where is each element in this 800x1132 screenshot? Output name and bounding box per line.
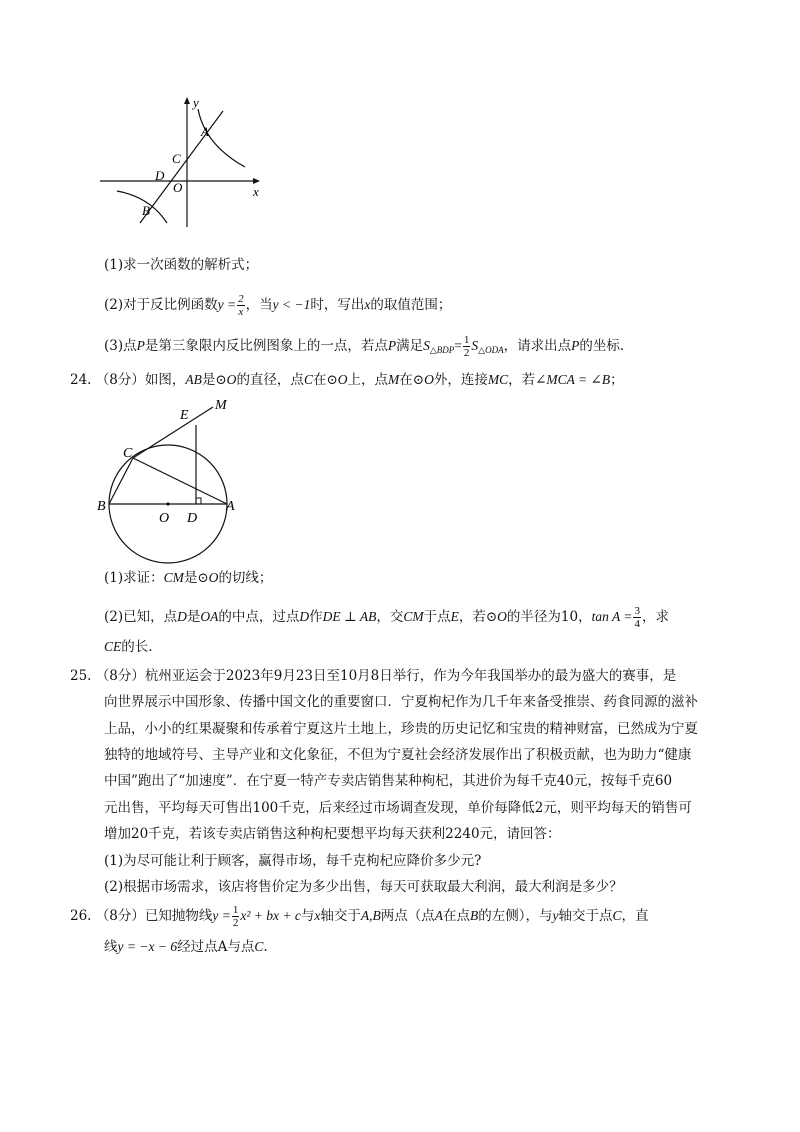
q23-p3-c: 满足	[396, 338, 424, 354]
segment-BC	[109, 458, 133, 504]
q26-number: 26.	[70, 908, 92, 924]
q26-e: 在点	[442, 908, 470, 924]
q25-line1	[70, 666, 676, 686]
q24-d: 在	[312, 372, 327, 388]
q26-l2-C: C	[254, 939, 264, 954]
q23-p2-text-a: (2)对于反比例函数	[104, 297, 218, 313]
q24-p2-d: 作	[309, 609, 323, 625]
q24-p1-CM: CM	[163, 570, 184, 585]
q23-part2	[104, 293, 451, 318]
q24-p2-tan-frac	[633, 605, 641, 630]
q25-line5	[104, 771, 672, 791]
q24-AB: AB	[185, 372, 202, 387]
q24-p2-D2: D	[299, 609, 310, 624]
y-axis-arrow	[184, 97, 190, 104]
q23-p3-S2: S	[471, 338, 479, 353]
q23-p3-P3: P	[571, 338, 580, 353]
function-graph-figure	[95, 95, 270, 230]
q26-half-num: 1	[232, 904, 239, 916]
q24-score: （8分）	[95, 372, 145, 388]
q24-p2-perp: DE ⊥ AB	[322, 609, 377, 624]
fig2-label-D: D	[187, 511, 198, 526]
q24-p1-b: 是	[183, 570, 198, 586]
q25-text-6: 元出售，平均每天可售出100千克，后来经过市场调查发现，单价每降低2元，则平均每天的销售可	[104, 800, 692, 816]
q23-p3-e: 的坐标.	[579, 338, 625, 354]
q26-half	[232, 904, 240, 929]
q26-l2-c: .	[263, 939, 268, 955]
q25-text-5: 中国”跑出了“加速度”．在宁夏一特产专卖店销售某种枸杞，其进价为每千克40元，按每千克60	[104, 773, 673, 789]
q24-circle: ⊙O	[215, 372, 237, 387]
q23-p2-eq: y =	[217, 297, 237, 312]
q24-b: 是	[201, 372, 216, 388]
q24-g: 外，连接	[433, 372, 488, 388]
q24-circle3: ⊙O	[412, 372, 434, 387]
q26-A: A	[434, 908, 443, 923]
label-O: O	[173, 180, 183, 195]
q23-p3-P: P	[136, 338, 145, 353]
q24-p2-j: 的长.	[121, 639, 153, 655]
label-y: y	[193, 95, 199, 110]
q26-l2-a: 线	[104, 939, 118, 955]
q26-C: C	[612, 908, 622, 923]
frac-num: 2	[238, 293, 244, 305]
label-x: x	[253, 184, 259, 199]
q23-p2-cond: y < −1	[272, 297, 311, 312]
q24-p2-circle: ⊙O	[485, 609, 507, 624]
q24-MC: MC	[487, 372, 509, 387]
q24-c: 的直径，点	[236, 372, 304, 388]
q24-p1-circle: ⊙O	[197, 570, 219, 585]
q24-part2-cont	[104, 637, 153, 657]
fig2-label-O: O	[159, 511, 170, 526]
half-den: 2	[463, 347, 470, 359]
q25-line2	[104, 692, 698, 712]
q26-eq-lhs: y =	[212, 908, 231, 923]
q24-p2-CM: CM	[403, 609, 424, 624]
q23-p3-half	[463, 334, 471, 359]
q24-part1	[104, 568, 272, 588]
q25-line7	[104, 824, 561, 844]
label-B: B	[142, 203, 150, 218]
q24-p2-D: D	[177, 609, 187, 624]
q26-half-den: 2	[232, 917, 239, 929]
q24-p2-f: 于点	[423, 609, 451, 625]
q26-g: 轴交于点	[558, 908, 613, 924]
q24-p2-i: ，求	[641, 609, 669, 625]
q26-b: 与	[300, 908, 315, 924]
q26-c: 轴交于	[320, 908, 361, 924]
fig2-label-C: C	[123, 446, 133, 461]
label-C: C	[172, 151, 181, 166]
q25-text-4: 独特的地域符号、主导产业和文化象征，不但为宁夏社会经济发展作出了积极贡献，也为助力“健康	[104, 747, 692, 763]
q23-p3-b: 是第三象限内反比例图象上的一点，若点	[144, 338, 388, 354]
q24-p1-c: 的切线；	[218, 570, 273, 586]
q26-y: y	[552, 908, 559, 923]
q25-text-1: 杭州亚运会于2023年9月23日至10月8日举行，作为今年我国举办的最为盛大的赛事，是	[144, 668, 677, 684]
q24-p1-a: (1)求证：	[104, 570, 164, 586]
fig2-label-A: A	[226, 499, 235, 514]
q24-C: C	[303, 372, 313, 387]
q24-p2-E: E	[450, 609, 459, 624]
q23-p2-var: x	[364, 297, 371, 312]
q24-p2-tan: tan A =	[591, 609, 633, 624]
q24-p2-e: ，交	[376, 609, 404, 625]
q26-line1	[70, 904, 649, 929]
q24-f: 在	[399, 372, 413, 388]
label-A: A	[201, 124, 209, 139]
fig2-label-M: M	[215, 398, 227, 413]
q24-i: ；	[610, 372, 624, 388]
q26-AB: A,B	[360, 908, 381, 923]
q24-p2-c: 的中点，过点	[218, 609, 300, 625]
q24-p2-h: 的半径为10，	[506, 609, 592, 625]
q26-h: ，直	[621, 908, 649, 924]
q25-p1-text: (1)为尽可能让利于顾客，赢得市场，每千克枸杞应降价多少元?	[104, 853, 482, 869]
center-dot	[166, 502, 169, 505]
q26-l2-b: 经过点A与点	[177, 939, 255, 955]
q25-line6	[104, 798, 692, 818]
tan-num: 3	[634, 605, 640, 617]
q23-p3-a: (3)点	[104, 338, 137, 354]
q26-a: 已知抛物线	[144, 908, 213, 924]
q23-p3-P2: P	[387, 338, 397, 353]
q26-score: （8分）	[95, 908, 145, 924]
q26-line2	[104, 937, 268, 957]
q26-B: B	[469, 908, 479, 923]
tangent-CM	[133, 407, 213, 458]
q25-line3	[104, 719, 698, 739]
q26-eq-rest: x² + bx + c	[240, 908, 301, 923]
q24-p2-a: (2)已知，点	[104, 609, 178, 625]
q24-circle2: ⊙O	[326, 372, 348, 387]
q25-part1	[104, 851, 481, 871]
label-D: D	[155, 168, 165, 183]
fig2-label-B: B	[97, 499, 106, 514]
circle-figure	[95, 395, 245, 565]
q24-p2-OA: OA	[200, 609, 219, 624]
q24-h: ，若	[508, 372, 536, 388]
q24-number: 24.	[70, 372, 92, 388]
q25-score: （8分）	[95, 668, 145, 684]
frac-den: x	[238, 306, 244, 318]
q24-a: 如图，	[144, 372, 186, 388]
q25-text-2: 向世界展示中国形象、传播中国文化的重要窗口．宁夏枸杞作为几千年来备受推崇、药食同源的滋补	[104, 694, 698, 710]
q24-angle: ∠MCA = ∠B	[535, 372, 611, 387]
q26-x: x	[314, 908, 321, 923]
q24-M: M	[388, 372, 400, 387]
q23-p2-text-c: 时，写出	[310, 297, 365, 313]
q25-line4	[104, 745, 691, 765]
q23-part1	[104, 255, 258, 275]
q25-part2	[104, 877, 623, 897]
q25-p2-text: (2)根据市场需求，该店将售价定为多少出售，每天可获取最大利润，最大利润是多少？	[104, 879, 623, 895]
q26-line-eq: y = −x − 6	[117, 939, 178, 954]
q24-p2-g: ，若	[458, 609, 486, 625]
q26-d: 两点（点	[380, 908, 435, 924]
q24-p2-b: 是	[186, 609, 201, 625]
q26-f: 的左侧），与	[478, 908, 553, 924]
q24-stem	[70, 370, 624, 390]
tan-den: 4	[634, 618, 640, 630]
q23-p2-fraction	[237, 293, 245, 318]
q25-number: 25.	[70, 668, 92, 684]
q24-e: 上，点	[347, 372, 389, 388]
q23-p3-d: ，请求出点	[503, 338, 572, 354]
fig2-label-E: E	[180, 408, 189, 423]
q25-text-3: 上品，小小的红果凝聚和传承着宁夏这片土地上，珍贵的历史记忆和宝贵的精神财富，已然成为宁夏	[104, 721, 698, 737]
q24-part2	[104, 605, 669, 630]
q23-p3-S2-sub: △ODA	[478, 345, 504, 355]
half-num: 1	[463, 334, 470, 346]
q25-text-7: 增加20千克，若该专卖店销售这种枸杞要想平均每天获利2240元，请回答：	[104, 826, 561, 842]
right-angle-mark	[196, 498, 201, 504]
q24-p2-CE: CE	[104, 639, 122, 654]
q23-p3-eq: =	[454, 338, 462, 353]
q23-part3	[104, 334, 624, 360]
q23-p3-S1: S	[423, 338, 430, 353]
q23-part1-text: (1)求一次函数的解析式；	[104, 257, 259, 273]
linear-function-line	[140, 111, 223, 223]
q23-p3-S1-sub: △BDP	[429, 345, 455, 355]
q23-p2-text-d: 的取值范围；	[370, 297, 452, 313]
q23-p2-text-b: ，当	[245, 297, 273, 313]
